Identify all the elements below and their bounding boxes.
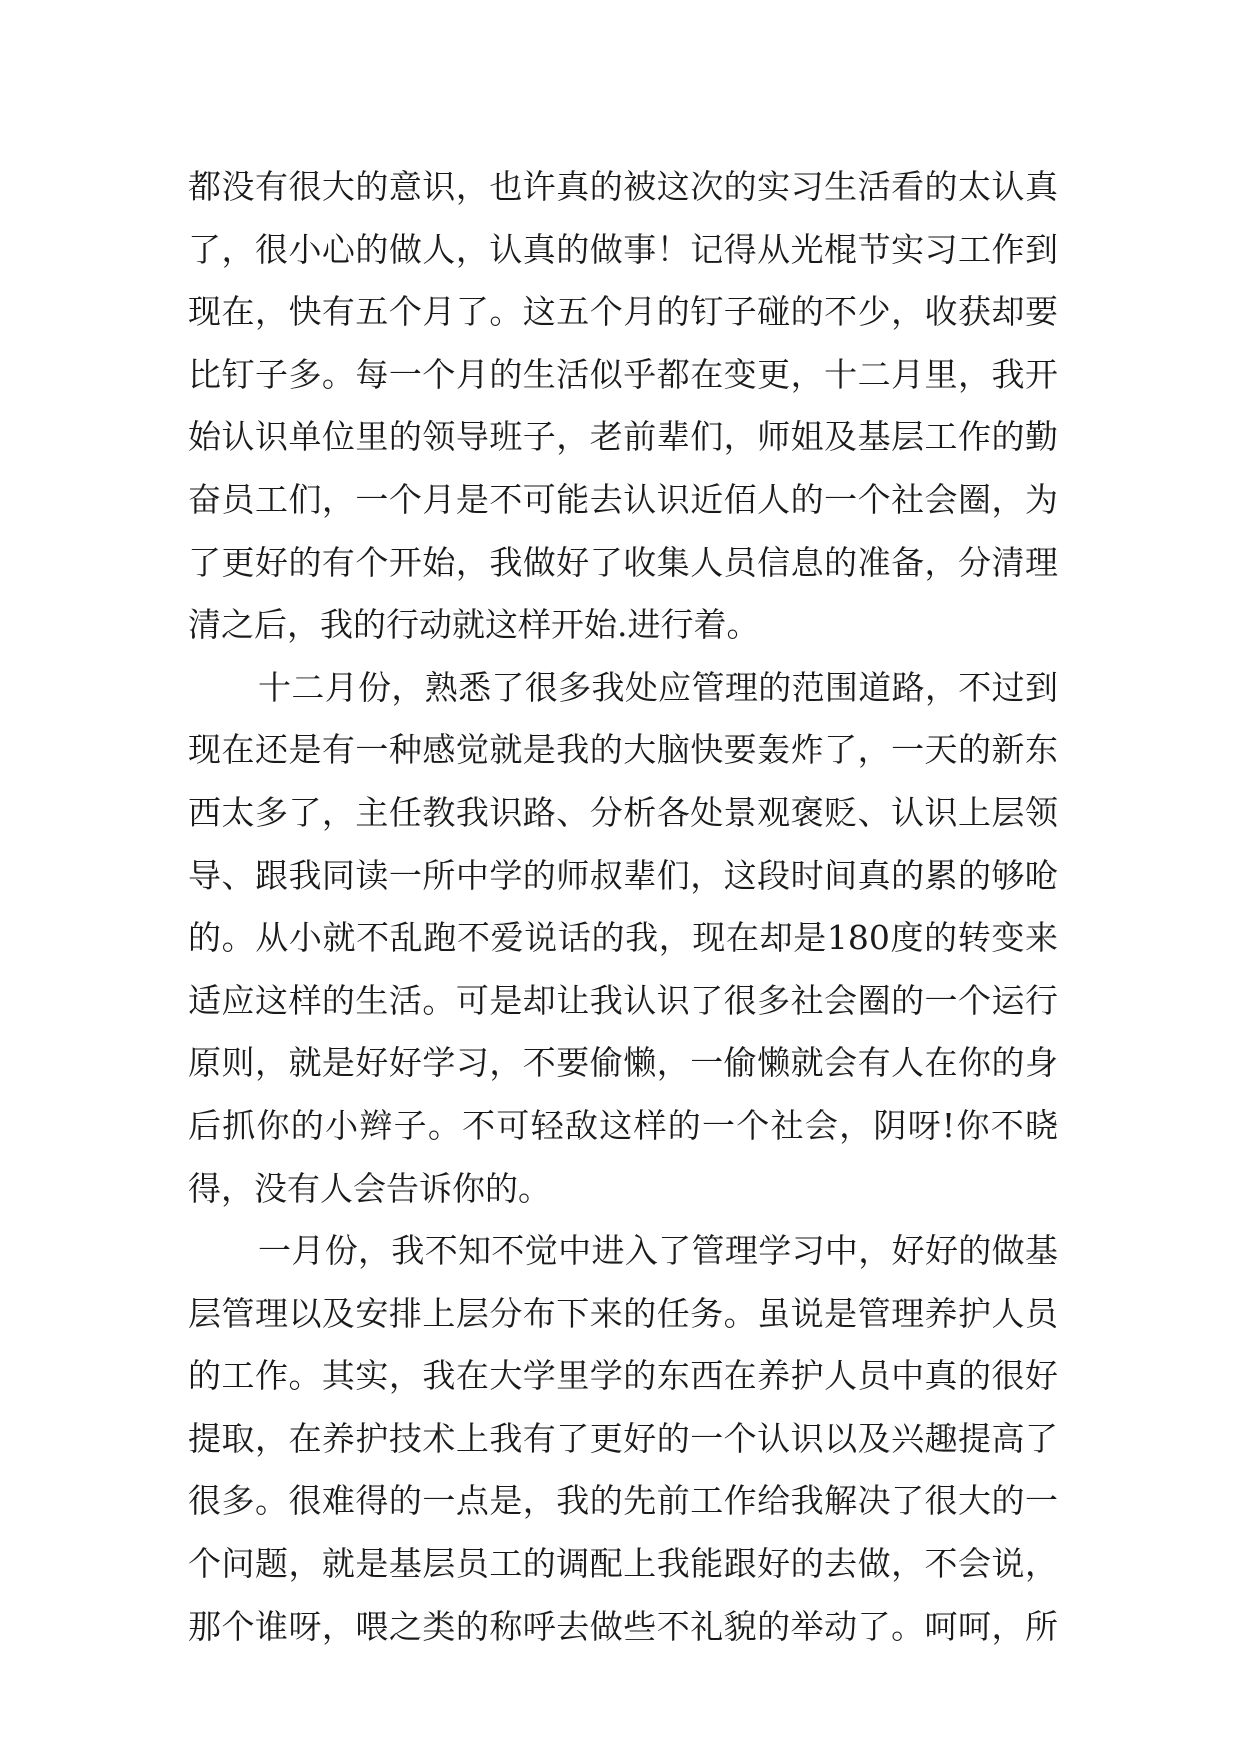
- text-line: 原则，就是好好学习，不要偷懒，一偷懒就会有人在你的身: [188, 1043, 1058, 1083]
- text-line: 层管理以及安排上层分布下来的任务。虽说是管理养护人员: [188, 1293, 1058, 1333]
- text-line: 个问题，就是基层员工的调配上我能跟好的去做，不会说，: [188, 1544, 1058, 1584]
- text-line: 很多。很难得的一点是，我的先前工作给我解决了很大的一: [188, 1481, 1058, 1521]
- text-line: 的工作。其实，我在大学里学的东西在养护人员中真的很好: [188, 1356, 1058, 1396]
- text-line: 西太多了，主任教我识路、分析各处景观褒贬、认识上层领: [188, 792, 1058, 832]
- text-line: 的。从小就不乱跑不爱说话的我，现在却是180度的转变来: [188, 918, 1058, 958]
- text-line: 清之后，我的行动就这样开始.进行着。: [188, 605, 760, 645]
- text-line: 得，没有人会告诉你的。: [188, 1168, 551, 1208]
- text-line: 一月份，我不知不觉中进入了管理学习中，好好的做基: [258, 1231, 1058, 1271]
- text-line: 适应这样的生活。可是却让我认识了很多社会圈的一个运行: [188, 980, 1058, 1020]
- text-line: 比钉子多。每一个月的生活似乎都在变更，十二月里，我开: [188, 354, 1058, 394]
- text-line: 现在，快有五个月了。这五个月的钉子碰的不少，收获却要: [188, 292, 1058, 332]
- text-line: 始认识单位里的领导班子，老前辈们，师姐及基层工作的勤: [188, 417, 1058, 457]
- paragraph-2: [188, 657, 1058, 1220]
- text-line: 了，很小心的做人，认真的做事！记得从光棍节实习工作到: [188, 229, 1058, 269]
- text-line: 后抓你的小辫子。不可轻敌这样的一个社会，阴呀!你不晓: [188, 1105, 1058, 1145]
- paragraph-3: [188, 1220, 1058, 1658]
- body-text: [188, 156, 1058, 1658]
- paragraph-1: [188, 156, 1058, 657]
- text-line: 奋员工们，一个月是不可能去认识近佰人的一个社会圈，为: [188, 479, 1058, 519]
- text-line: 导、跟我同读一所中学的师叔辈们，这段时间真的累的够呛: [188, 855, 1058, 895]
- text-line: 都没有很大的意识，也许真的被这次的实习生活看的太认真: [188, 167, 1058, 206]
- text-line: 现在还是有一种感觉就是我的大脑快要轰炸了，一天的新东: [188, 730, 1058, 770]
- text-line: 了更好的有个开始，我做好了收集人员信息的准备，分清理: [188, 542, 1058, 582]
- text-line: 十二月份，熟悉了很多我处应管理的范围道路，不过到: [258, 667, 1058, 707]
- text-line: 那个谁呀，喂之类的称呼去做些不礼貌的举动了。呵呵，所: [188, 1606, 1058, 1646]
- text-line: 提取，在养护技术上我有了更好的一个认识以及兴趣提高了: [188, 1418, 1058, 1458]
